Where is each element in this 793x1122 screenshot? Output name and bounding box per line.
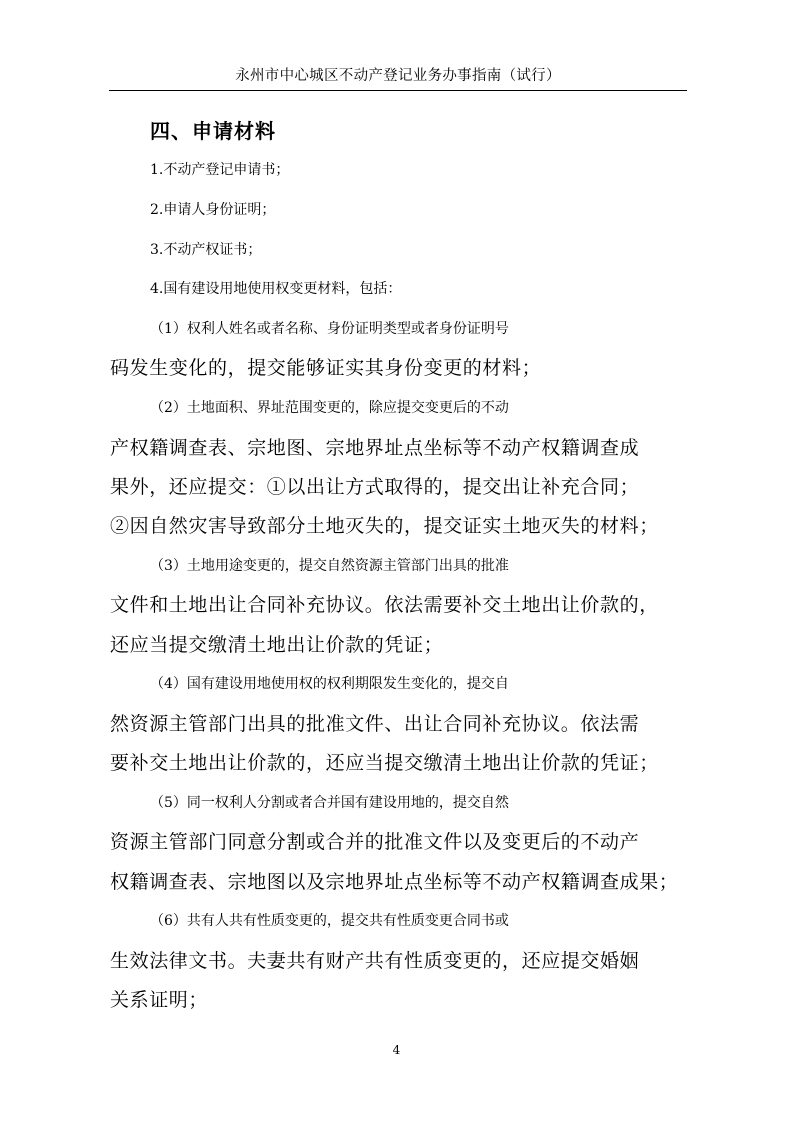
subitem-3-line-1: （3）土地用途变更的，提交自然资源主管部门出具的批准 bbox=[150, 558, 509, 574]
subitem-4-line-1: （4）国有建设用地使用权的权利期限发生变化的，提交自 bbox=[150, 676, 509, 692]
subitem-5-line-1: （5）同一权利人分割或者合并国有建设用地的，提交自然 bbox=[150, 795, 509, 811]
subitem-2-line-1: （2）土地面积、界址范围变更的，除应提交变更后的不动 bbox=[150, 400, 509, 416]
subitem-3-line-2: 文件和土地出让合同补充协议。依法需要补交土地出让价款的， bbox=[110, 594, 659, 616]
subitem-1-line-2: 码发生变化的，提交能够证实其身份变更的材料； bbox=[110, 357, 542, 379]
subitem-6-line-3: 关系证明； bbox=[110, 989, 209, 1011]
subitem-4-line-2: 然资源主管部门出具的批准文件、出让合同补充协议。依法需 bbox=[110, 713, 640, 735]
subitem-2-line-4: ②因自然灾害导致部分土地灭失的，提交证实土地灭失的材料； bbox=[110, 515, 659, 537]
subitem-6-line-1: （6）共有人共有性质变更的，提交共有性质变更合同书或 bbox=[150, 913, 509, 929]
subitem-1-line-1: （1）权利人姓名或者名称、身份证明类型或者身份证明号 bbox=[150, 321, 509, 337]
subitem-5-line-3: 权籍调查表、宗地图以及宗地界址点坐标等不动产权籍调查成果； bbox=[110, 871, 679, 893]
list-item-1: 1.不动产登记申请书； bbox=[150, 162, 290, 178]
list-item-2: 2.申请人身份证明； bbox=[150, 202, 276, 218]
subitem-4-line-3: 要补交土地出让价款的，还应当提交缴清土地出让价款的凭证； bbox=[110, 752, 659, 774]
running-header: 永州市中心城区不动产登记业务办事指南（试行） bbox=[109, 66, 687, 91]
section-title: 四、申请材料 bbox=[150, 119, 276, 143]
page-number: 4 bbox=[392, 1043, 401, 1057]
subitem-3-line-3: 还应当提交缴清土地出让价款的凭证； bbox=[110, 634, 444, 656]
subitem-6-line-2: 生效法律文书。夫妻共有财产共有性质变更的，还应提交婚姻 bbox=[110, 950, 640, 972]
subitem-5-line-2: 资源主管部门同意分割或合并的批准文件以及变更后的不动产 bbox=[110, 831, 640, 853]
subitem-2-line-3: 果外，还应提交：①以出让方式取得的，提交出让补充合同； bbox=[110, 476, 640, 498]
list-item-3: 3.不动产权证书； bbox=[150, 242, 262, 258]
list-item-4: 4.国有建设用地使用权变更材料，包括： bbox=[150, 281, 402, 297]
subitem-2-line-2: 产权籍调查表、宗地图、宗地界址点坐标等不动产权籍调查成 bbox=[110, 437, 640, 459]
